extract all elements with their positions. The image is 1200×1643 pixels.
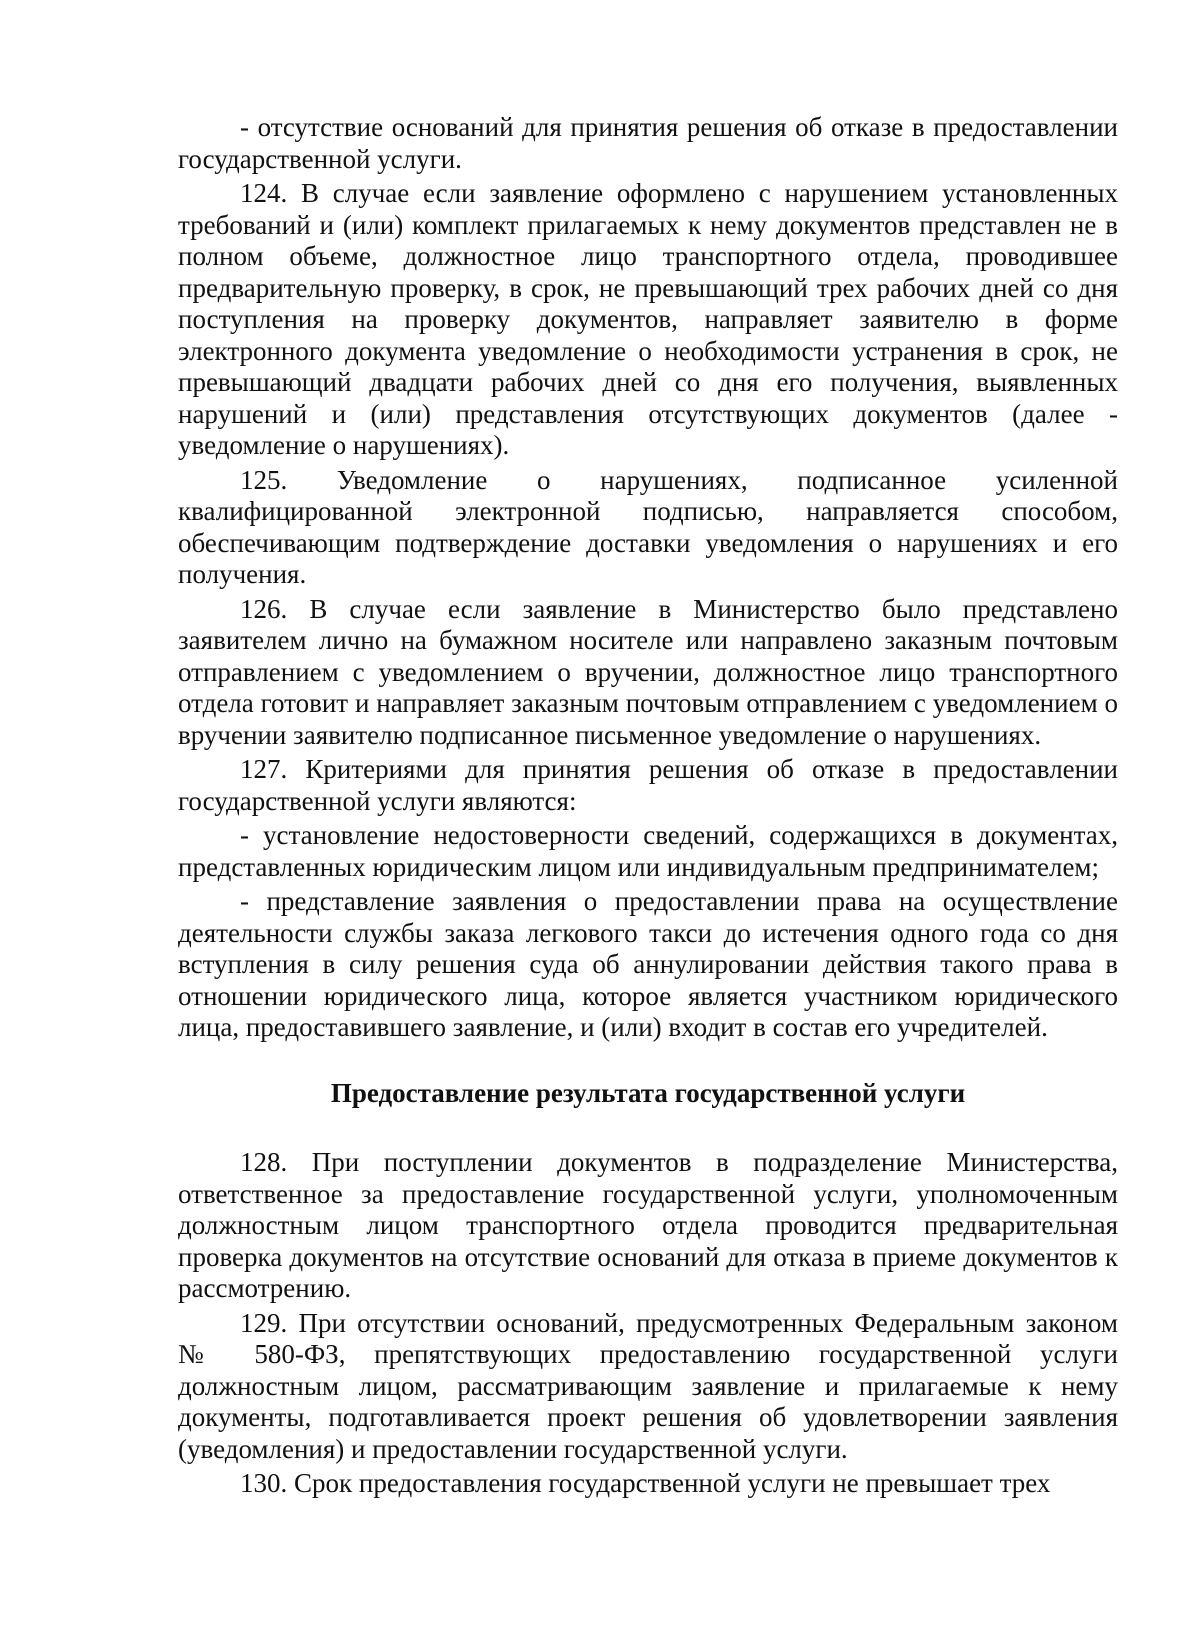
- section-heading: Предоставление результата государственной услуги: [330, 1077, 966, 1108]
- paragraph-129: 129. При отсутствии оснований, предусмотренных Федеральным законом № 580-ФЗ, препятствующих предоставлению государственной услуги должностным лицом, рассматривающим заявление и прилагаемые к нему документы, подготавливается проект решения об удовлетворении заявления (уведомления) и предоставлении государственной услуги.: [178, 1307, 1118, 1464]
- paragraph-130: 130. Срок предоставления государственной услуги не превышает трех: [240, 1468, 1051, 1498]
- paragraph-128: 128. При поступлении документов в подразделение Министерства, ответственное за предоставление государственной услуги, уполномоченным должностным лицом транспортного отдела проводится предварительная проверка документов на отсутствие оснований для отказа в приеме документов к рассмотрению.: [178, 1147, 1118, 1303]
- paragraph-127-item-2: - представление заявления о предоставлении права на осуществление деятельности службы заказа легкового такси до истечения одного года со дня вступления в силу решения суда об аннулировании действия такого права в отношении юридического лица, которое является участником юридического лица, предоставившего заявление, и (или) входит в состав его учредителей.: [178, 886, 1118, 1042]
- paragraph-127: 127. Критериями для принятия решения об отказе в предоставлении государственной услуги являются:: [178, 754, 1118, 816]
- paragraph-refusal-basis-item: - отсутствие оснований для принятия решения об отказе в предоставлении государственной услуги.: [178, 112, 1118, 174]
- paragraph-126: 126. В случае если заявление в Министерство было представлено заявителем лично на бумажном носителе или направлено заказным почтовым отправлением с уведомлением о вручении, должностное лицо транспортного отдела готовит и направляет заказным почтовым отправлением с уведомлением о вручении заявителю подписанное письменное уведомление о нарушениях.: [178, 593, 1118, 750]
- paragraph-125: 125. Уведомление о нарушениях, подписанное усиленной квалифицированной электронной подписью, направляется способом, обеспечивающим подтверждение доставки уведомления о нарушениях и его получения.: [178, 464, 1118, 589]
- document-page: [178, 112, 1118, 1500]
- paragraph-124: 124. В случае если заявление оформлено с нарушением установленных требований и (или) комплект прилагаемых к нему документов представлен не в полном объеме, должностное лицо транспортного отдела, проводившее предварительную проверку, в срок, не превышающий трех рабочих дней со дня поступления на проверку документов, направляет заявителю в форме электронного документа уведомление о необходимости устранения в срок, не превышающий двадцати рабочих дней со дня его получения, выявленных нарушений и (или) представления отсутствующих документов (далее - уведомление о нарушениях).: [178, 178, 1118, 460]
- paragraph-127-item-1: - установление недостоверности сведений, содержащихся в документах, представленных юридическим лицом или индивидуальным предпринимателем;: [178, 820, 1118, 882]
